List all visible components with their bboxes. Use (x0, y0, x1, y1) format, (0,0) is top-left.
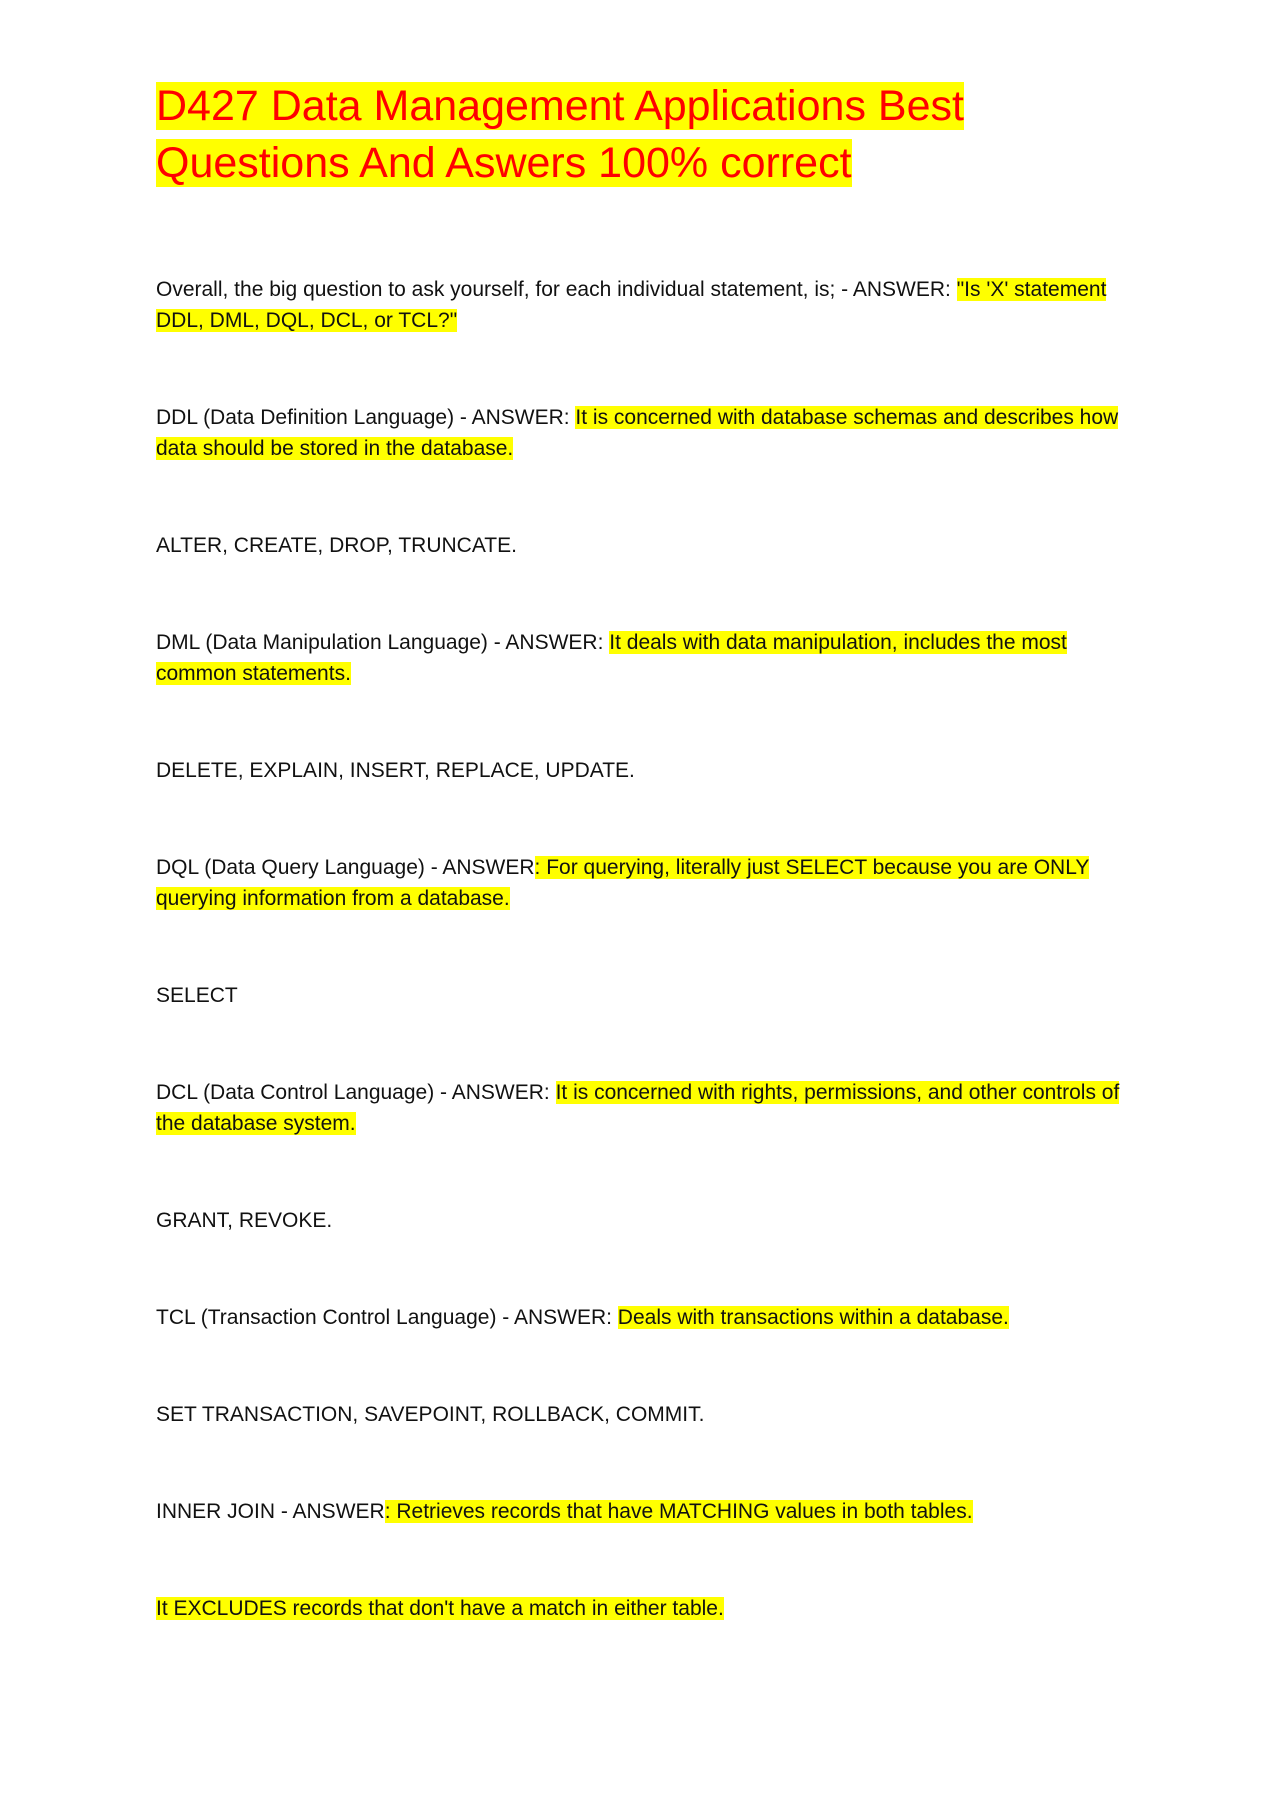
question-text: DCL (Data Control Language) - ANSWER: (156, 1081, 556, 1104)
title-line-1: D427 Data Management Applications Best (156, 82, 964, 130)
answer-text: "Is 'X' statement DDL, DML, DQL, DCL, or TCL?" (156, 278, 1107, 332)
note-text: It EXCLUDES records that don't have a match in either table. (156, 1597, 724, 1620)
answer-text: : Retrieves records that have MATCHING values in both tables. (384, 1500, 973, 1523)
document-title (156, 78, 1136, 192)
qa-inner-join (156, 1496, 1136, 1527)
examples-ddl: ALTER, CREATE, DROP, TRUNCATE. (156, 534, 517, 557)
answer-text: It deals with data manipulation, includes the most common statements. (156, 631, 1067, 685)
qa-dql (156, 852, 1136, 914)
answer-text: : For querying, literally just SELECT because you are ONLY querying information from a database. (156, 856, 1090, 910)
title-line-2: Questions And Aswers 100% correct (156, 139, 852, 187)
examples-dql: SELECT (156, 984, 238, 1007)
question-text: TCL (Transaction Control Language) - ANSWER: (156, 1306, 618, 1329)
question-text: DQL (Data Query Language) - ANSWER (156, 856, 535, 879)
qa-overall (156, 274, 1136, 336)
document-content (156, 78, 1136, 1624)
question-text: DDL (Data Definition Language) - ANSWER: (156, 406, 576, 429)
examples-dcl: GRANT, REVOKE. (156, 1209, 333, 1232)
qa-ddl (156, 402, 1136, 464)
question-text: DML (Data Manipulation Language) - ANSWER: (156, 631, 610, 654)
qa-dml (156, 627, 1136, 689)
question-text: Overall, the big question to ask yourself, for each individual statement, is; - ANSWER: (156, 278, 957, 301)
answer-text: Deals with transactions within a database. (617, 1306, 1009, 1329)
question-text: INNER JOIN - ANSWER (156, 1500, 385, 1523)
examples-dml: DELETE, EXPLAIN, INSERT, REPLACE, UPDATE. (156, 759, 635, 782)
inner-join-note (156, 1593, 1136, 1624)
qa-dcl (156, 1077, 1136, 1139)
answer-text: It is concerned with rights, permissions, and other controls of the database system. (156, 1081, 1120, 1135)
qa-tcl (156, 1302, 1136, 1333)
answer-text: It is concerned with database schemas and describes how data should be stored in the database. (156, 406, 1119, 460)
examples-tcl: SET TRANSACTION, SAVEPOINT, ROLLBACK, COMMIT. (156, 1403, 705, 1426)
